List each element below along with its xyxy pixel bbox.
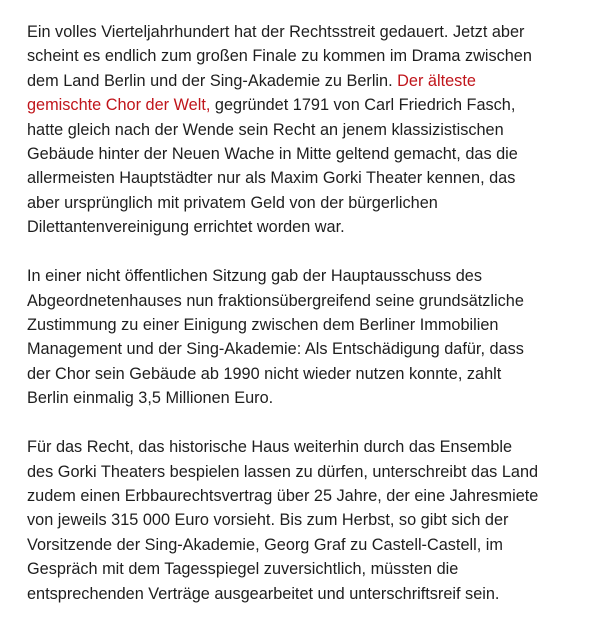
text-line: Zustimmung zu einer Einigung zwischen dem Berliner Immobilien xyxy=(27,315,499,334)
paragraph-2 xyxy=(27,264,584,410)
text-line: In einer nicht öffentlichen Sitzung gab der Hauptausschuss des xyxy=(27,267,482,286)
text-line: Gespräch mit dem Tagesspiegel zuversichtlich, müssten die xyxy=(27,560,459,579)
text-line: der Chor sein Gebäude ab 1990 nicht wieder nutzen konnte, zahlt xyxy=(27,364,502,383)
chor-link-part-1[interactable]: Der älteste xyxy=(397,71,476,90)
text-line: Gebäude hinter der Neuen Wache in Mitte geltend gemacht, das die xyxy=(27,145,518,164)
text-line xyxy=(27,93,584,117)
text-line: aber ursprünglich mit privatem Geld von der bürgerlichen xyxy=(27,193,438,212)
text-line: zudem einen Erbbaurechtsvertrag über 25 Jahre, der eine Jahresmiete xyxy=(27,486,539,505)
text-line: scheint es endlich zum großen Finale zu kommen im Drama zwischen xyxy=(27,47,532,66)
text-span: gegründet 1791 von Carl Friedrich Fasch, xyxy=(214,96,516,115)
text-line: Für das Recht, das historische Haus weiterhin durch das Ensemble xyxy=(27,438,513,457)
text-line: allermeisten Hauptstädter nur als Maxim Gorki Theater kennen, das xyxy=(27,169,516,188)
text-line: hatte gleich nach der Wende sein Recht an jenem klassizistischen xyxy=(27,120,504,139)
text-line: des Gorki Theaters bespielen lassen zu dürfen, unterschreibt das Land xyxy=(27,462,539,481)
text-line: entsprechenden Verträge ausgearbeitet und unterschriftsreif sein. xyxy=(27,584,500,603)
text-line: Management und der Sing-Akademie: Als Entschädigung dafür, dass xyxy=(27,340,524,359)
chor-link-part-2[interactable]: gemischte Chor der Welt, xyxy=(27,96,211,115)
text-line: Ein volles Vierteljahrhundert hat der Rechtsstreit gedauert. Jetzt aber xyxy=(27,23,525,41)
text-line: Vorsitzende der Sing-Akademie, Georg Graf zu Castell-Castell, im xyxy=(27,535,503,554)
text-line: Abgeordnetenhauses nun fraktionsübergreifend seine grundsätzliche xyxy=(27,291,524,310)
text-line xyxy=(27,69,584,93)
text-line: von jeweils 315 000 Euro vorsieht. Bis zum Herbst, so gibt sich der xyxy=(27,511,509,530)
paragraph-3 xyxy=(27,435,584,606)
text-line: Berlin einmalig 3,5 Millionen Euro. xyxy=(27,389,274,408)
text-span: dem Land Berlin und der Sing-Akademie zu Berlin. xyxy=(27,71,393,90)
text-line: Dilettantenvereinigung errichtet worden war. xyxy=(27,218,345,237)
paragraph-1 xyxy=(27,20,584,240)
